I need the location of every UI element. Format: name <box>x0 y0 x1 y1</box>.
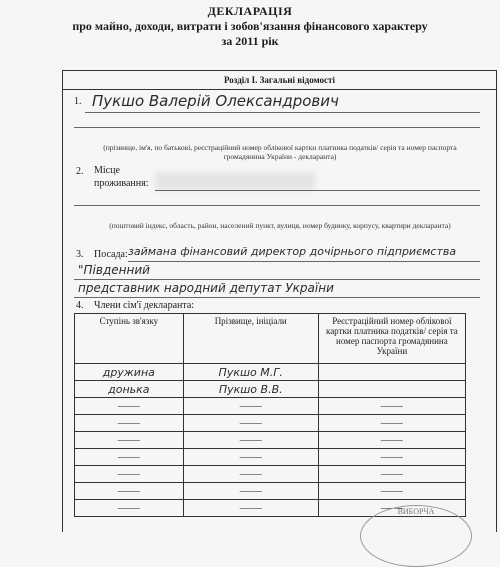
relation-cell: —— <box>75 483 184 500</box>
official-stamp: ВИБОРЧА <box>360 505 472 567</box>
item-1-caption: (прізвище, ім'я, по батькові, реєстраційний номер облікової картки платника податків/ серія та номер паспорта громадянина України - декларанта) <box>103 143 457 161</box>
name-cell: Пукшо В.В. <box>183 381 318 398</box>
col-header-name: Прізвище, ініціали <box>183 314 318 364</box>
family-label: Члени сім'ї декларанта: <box>94 300 195 311</box>
col-header-id: Реєстраційний номер облікової картки платника податків/ серія та номер паспорта громадянина України <box>318 314 465 364</box>
name-cell: —— <box>183 466 318 483</box>
declarant-name-handwritten: Пукшо Валерій Олександрович <box>92 92 339 110</box>
residence-label: Місце проживання: <box>94 165 149 189</box>
item-1-number: 1. <box>74 96 82 107</box>
declaration-title: ДЕКЛАРАЦІЯ <box>207 4 293 18</box>
position-handwritten-3: представник народний депутат України <box>78 281 334 295</box>
name-cell: —— <box>183 500 318 517</box>
id-cell: —— <box>318 415 465 432</box>
redacted-address <box>155 172 315 190</box>
address-line-2 <box>74 205 480 206</box>
id-cell: —— <box>318 398 465 415</box>
item-3-number: 3. <box>76 249 84 260</box>
relation-cell: —— <box>75 415 184 432</box>
relation-cell: дружина <box>75 364 184 381</box>
family-members-table <box>74 313 466 517</box>
name-cell: —— <box>183 432 318 449</box>
item-2-number: 2. <box>76 166 84 177</box>
id-cell: —— <box>318 483 465 500</box>
id-cell <box>318 364 465 381</box>
name-cell: —— <box>183 449 318 466</box>
declaration-year: за 2011 рік <box>221 34 279 48</box>
position-handwritten-1: займана фінансовий директор дочірнього підприємства <box>128 245 457 258</box>
position-line-1 <box>128 261 480 262</box>
position-line-3 <box>74 297 480 298</box>
table-row <box>75 483 466 500</box>
declaration-subtitle: про майно, доходи, витрати і зобов'язання фінансового характеру <box>72 19 428 33</box>
relation-cell: —— <box>75 466 184 483</box>
relation-cell: —— <box>75 398 184 415</box>
position-label: Посада: <box>94 249 128 260</box>
relation-cell: —— <box>75 449 184 466</box>
address-line-1 <box>155 190 480 191</box>
table-row <box>75 364 466 381</box>
col-header-relation: Ступінь зв'язку <box>75 314 184 364</box>
name-cell: —— <box>183 483 318 500</box>
name-line-2 <box>74 127 480 128</box>
section-title: Розділ І. Загальні відомості <box>62 70 497 90</box>
id-cell: —— <box>318 466 465 483</box>
id-cell <box>318 381 465 398</box>
item-4-number: 4. <box>76 300 84 311</box>
table-row <box>75 415 466 432</box>
table-row <box>75 449 466 466</box>
name-line-1 <box>85 112 480 113</box>
id-cell: —— <box>318 500 465 517</box>
relation-cell: донька <box>75 381 184 398</box>
name-cell: —— <box>183 398 318 415</box>
name-cell: Пукшо М.Г. <box>183 364 318 381</box>
table-row <box>75 466 466 483</box>
id-cell: —— <box>318 432 465 449</box>
relation-cell: —— <box>75 432 184 449</box>
table-row <box>75 432 466 449</box>
position-handwritten-2: "Південний <box>78 263 150 277</box>
item-2-caption: (поштовий індекс, область, район, населений пункт, вулиця, номер будинку, корпусу, квартири декларанта) <box>109 221 451 230</box>
id-cell: —— <box>318 449 465 466</box>
relation-cell: —— <box>75 500 184 517</box>
table-row <box>75 398 466 415</box>
position-line-2 <box>74 279 480 280</box>
name-cell: —— <box>183 415 318 432</box>
table-row <box>75 381 466 398</box>
